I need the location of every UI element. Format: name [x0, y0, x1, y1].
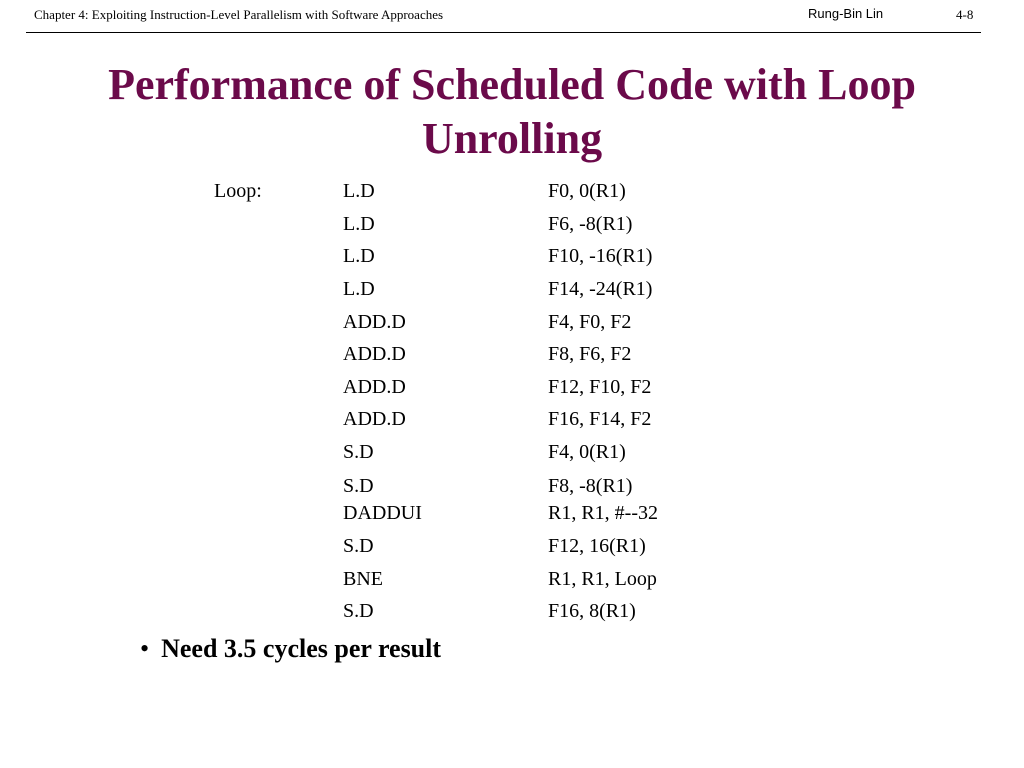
code-opcode: DADDUI [343, 502, 422, 524]
code-operands: F16, F14, F2 [548, 408, 652, 430]
code-opcode: ADD.D [343, 311, 406, 333]
code-opcode: BNE [343, 568, 383, 590]
code-row [0, 211, 1024, 237]
code-operands: F12, F10, F2 [548, 376, 652, 398]
code-row [0, 533, 1024, 559]
bullet-point [140, 633, 441, 665]
code-label: Loop: [214, 180, 262, 202]
code-row [0, 374, 1024, 400]
code-row [0, 341, 1024, 367]
code-operands: F16, 8(R1) [548, 600, 636, 622]
code-row [0, 566, 1024, 592]
code-opcode: S.D [343, 600, 374, 622]
code-row [0, 473, 1024, 499]
code-operands: F10, -16(R1) [548, 245, 653, 267]
code-row [0, 276, 1024, 302]
code-operands: F0, 0(R1) [548, 180, 626, 202]
bullet-text: Need 3.5 cycles per result [161, 634, 442, 663]
code-operands: F4, F0, F2 [548, 311, 632, 333]
code-opcode: S.D [343, 475, 374, 497]
code-row [0, 243, 1024, 269]
code-operands: F14, -24(R1) [548, 278, 653, 300]
bullet-marker: • [140, 634, 150, 663]
code-row [0, 178, 1024, 204]
code-opcode: L.D [343, 180, 375, 202]
code-opcode: L.D [343, 213, 375, 235]
code-opcode: ADD.D [343, 343, 406, 365]
code-operands: R1, R1, Loop [548, 568, 657, 590]
code-operands: F4, 0(R1) [548, 441, 626, 463]
code-operands: F6, -8(R1) [548, 213, 633, 235]
code-opcode: S.D [343, 441, 374, 463]
slide-title: Performance of Scheduled Code with Loop Unrolling [108, 60, 916, 163]
code-opcode: L.D [343, 245, 375, 267]
code-opcode: ADD.D [343, 408, 406, 430]
code-opcode: ADD.D [343, 376, 406, 398]
code-row [0, 309, 1024, 335]
code-operands: F8, -8(R1) [548, 475, 633, 497]
code-row [0, 406, 1024, 432]
page-number: 4-8 [956, 7, 974, 22]
code-row [0, 598, 1024, 624]
code-operands: F12, 16(R1) [548, 535, 646, 557]
code-row [0, 500, 1024, 526]
chapter-title: Chapter 4: Exploiting Instruction-Level Parallelism with Software Approaches [34, 7, 444, 22]
code-row [0, 439, 1024, 465]
code-operands: F8, F6, F2 [548, 343, 632, 365]
code-opcode: S.D [343, 535, 374, 557]
author-name: Rung-Bin Lin [808, 6, 884, 21]
code-operands: R1, R1, #--32 [548, 502, 658, 524]
code-opcode: L.D [343, 278, 375, 300]
